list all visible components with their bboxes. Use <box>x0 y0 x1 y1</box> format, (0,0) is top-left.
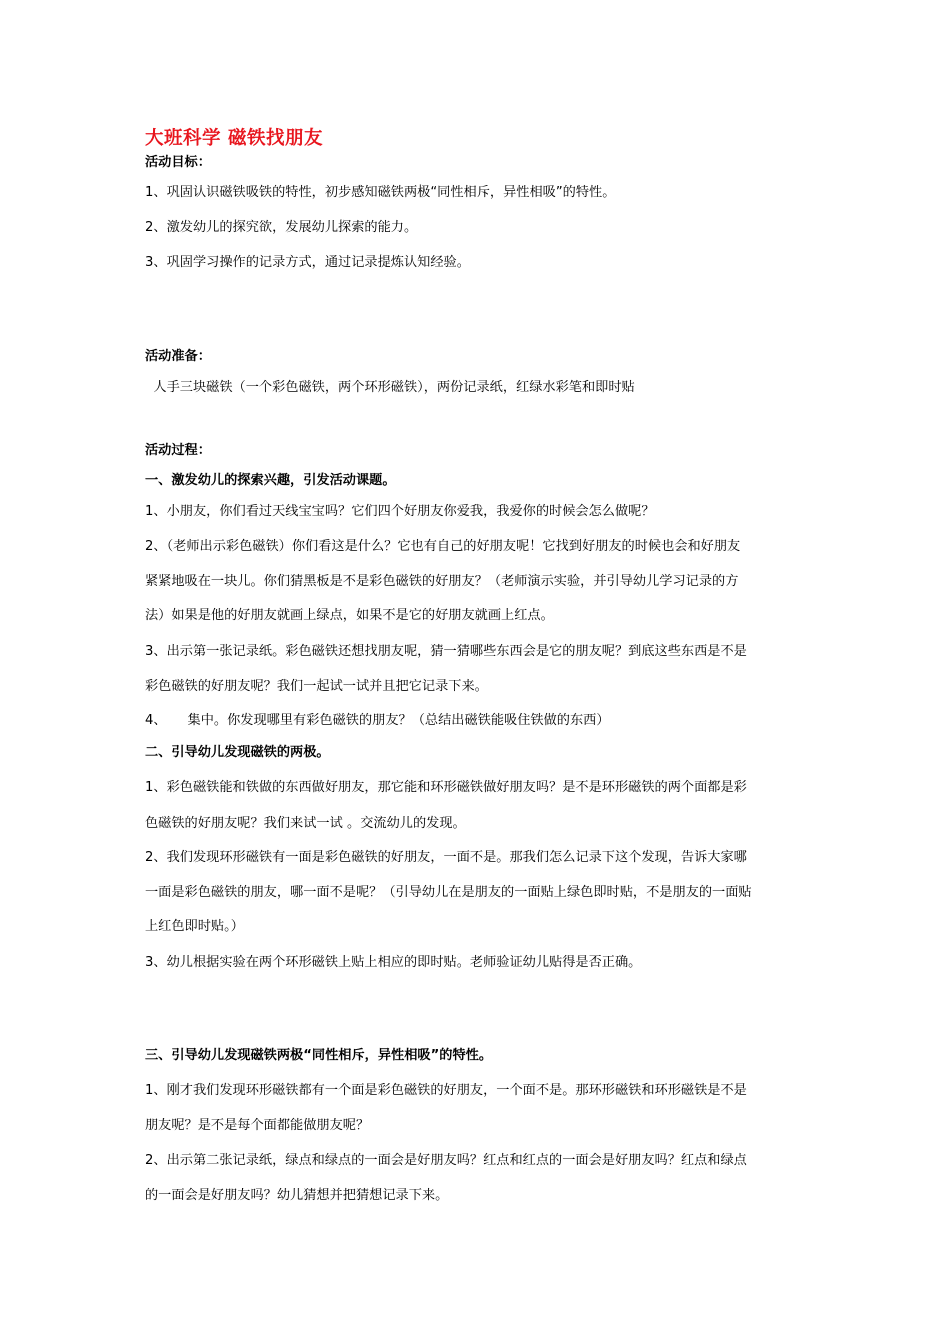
paragraph-line: 4、 集中。你发现哪里有彩色磁铁的朋友？（总结出磁铁能吸住铁做的东西） <box>145 713 610 728</box>
paragraph-line: 3、幼儿根据实验在两个环形磁铁上贴上相应的即时贴。老师验证幼儿贴得是否正确。 <box>145 955 642 970</box>
paragraph-line: 上红色即时贴。） <box>145 919 244 934</box>
paragraph-line: 的一面会是好朋友吗？幼儿猜想并把猜想记录下来。 <box>145 1188 449 1203</box>
goal-line: 2、激发幼儿的探究欲，发展幼儿探索的能力。 <box>145 220 418 235</box>
goals-heading: 活动目标： <box>145 155 211 170</box>
paragraph-line: 1、彩色磁铁能和铁做的东西做好朋友，那它能和环形磁铁做好朋友吗？是不是环形磁铁的两个面都是彩 <box>145 780 747 795</box>
paragraph-line: 1、小朋友，你们看过天线宝宝吗？它们四个好朋友你爱我，我爱你的时候会怎么做呢？ <box>145 504 655 519</box>
section-heading: 三、引导幼儿发现磁铁两极“同性相斥，异性相吸”的特性。 <box>145 1048 493 1063</box>
goal-line: 3、巩固学习操作的记录方式，通过记录提炼认知经验。 <box>145 255 470 270</box>
paragraph-line: 3、出示第一张记录纸。彩色磁铁还想找朋友呢，猜一猜哪些东西会是它的朋友呢？到底这些东西是不是 <box>145 644 747 659</box>
paragraph-line: 紧紧地吸在一块儿。你们猜黑板是不是彩色磁铁的好朋友？（老师演示实验，并引导幼儿学习记录的方 <box>145 574 739 589</box>
paragraph-line: 彩色磁铁的好朋友呢？我们一起试一试并且把它记录下来。 <box>145 679 488 694</box>
prep-heading: 活动准备： <box>145 349 211 364</box>
process-heading: 活动过程： <box>145 443 211 458</box>
prep-text: 人手三块磁铁（一个彩色磁铁，两个环形磁铁），两份记录纸，红绿水彩笔和即时贴 <box>145 380 635 395</box>
page-title: 大班科学 磁铁找朋友 <box>145 128 323 149</box>
paragraph-line: 色磁铁的好朋友呢？我们来试一试 。交流幼儿的发现。 <box>145 816 466 831</box>
section-heading: 二、引导幼儿发现磁铁的两极。 <box>145 745 330 760</box>
paragraph-line: 2、出示第二张记录纸，绿点和绿点的一面会是好朋友吗？红点和红点的一面会是好朋友吗？红点和绿点 <box>145 1153 747 1168</box>
section-heading: 一、激发幼儿的探索兴趣，引发活动课题。 <box>145 473 396 488</box>
goal-line: 1、巩固认识磁铁吸铁的特性，初步感知磁铁两极“同性相斥，异性相吸”的特性。 <box>145 185 616 200</box>
paragraph-line: 2、我们发现环形磁铁有一面是彩色磁铁的好朋友，一面不是。那我们怎么记录下这个发现，告诉大家哪 <box>145 850 747 865</box>
paragraph-line: 法）如果是他的好朋友就画上绿点，如果不是它的好朋友就画上红点。 <box>145 608 554 623</box>
paragraph-line: 朋友呢？是不是每个面都能做朋友呢？ <box>145 1118 370 1133</box>
paragraph-line: 2、（老师出示彩色磁铁）你们看这是什么？它也有自己的好朋友呢！它找到好朋友的时候也会和好朋友 <box>145 539 741 554</box>
paragraph-line: 一面是彩色磁铁的朋友，哪一面不是呢？（引导幼儿在是朋友的一面贴上绿色即时贴，不是朋友的一面贴 <box>145 885 752 900</box>
paragraph-line: 1、刚才我们发现环形磁铁都有一个面是彩色磁铁的好朋友，一个面不是。那环形磁铁和环形磁铁是不是 <box>145 1083 747 1098</box>
